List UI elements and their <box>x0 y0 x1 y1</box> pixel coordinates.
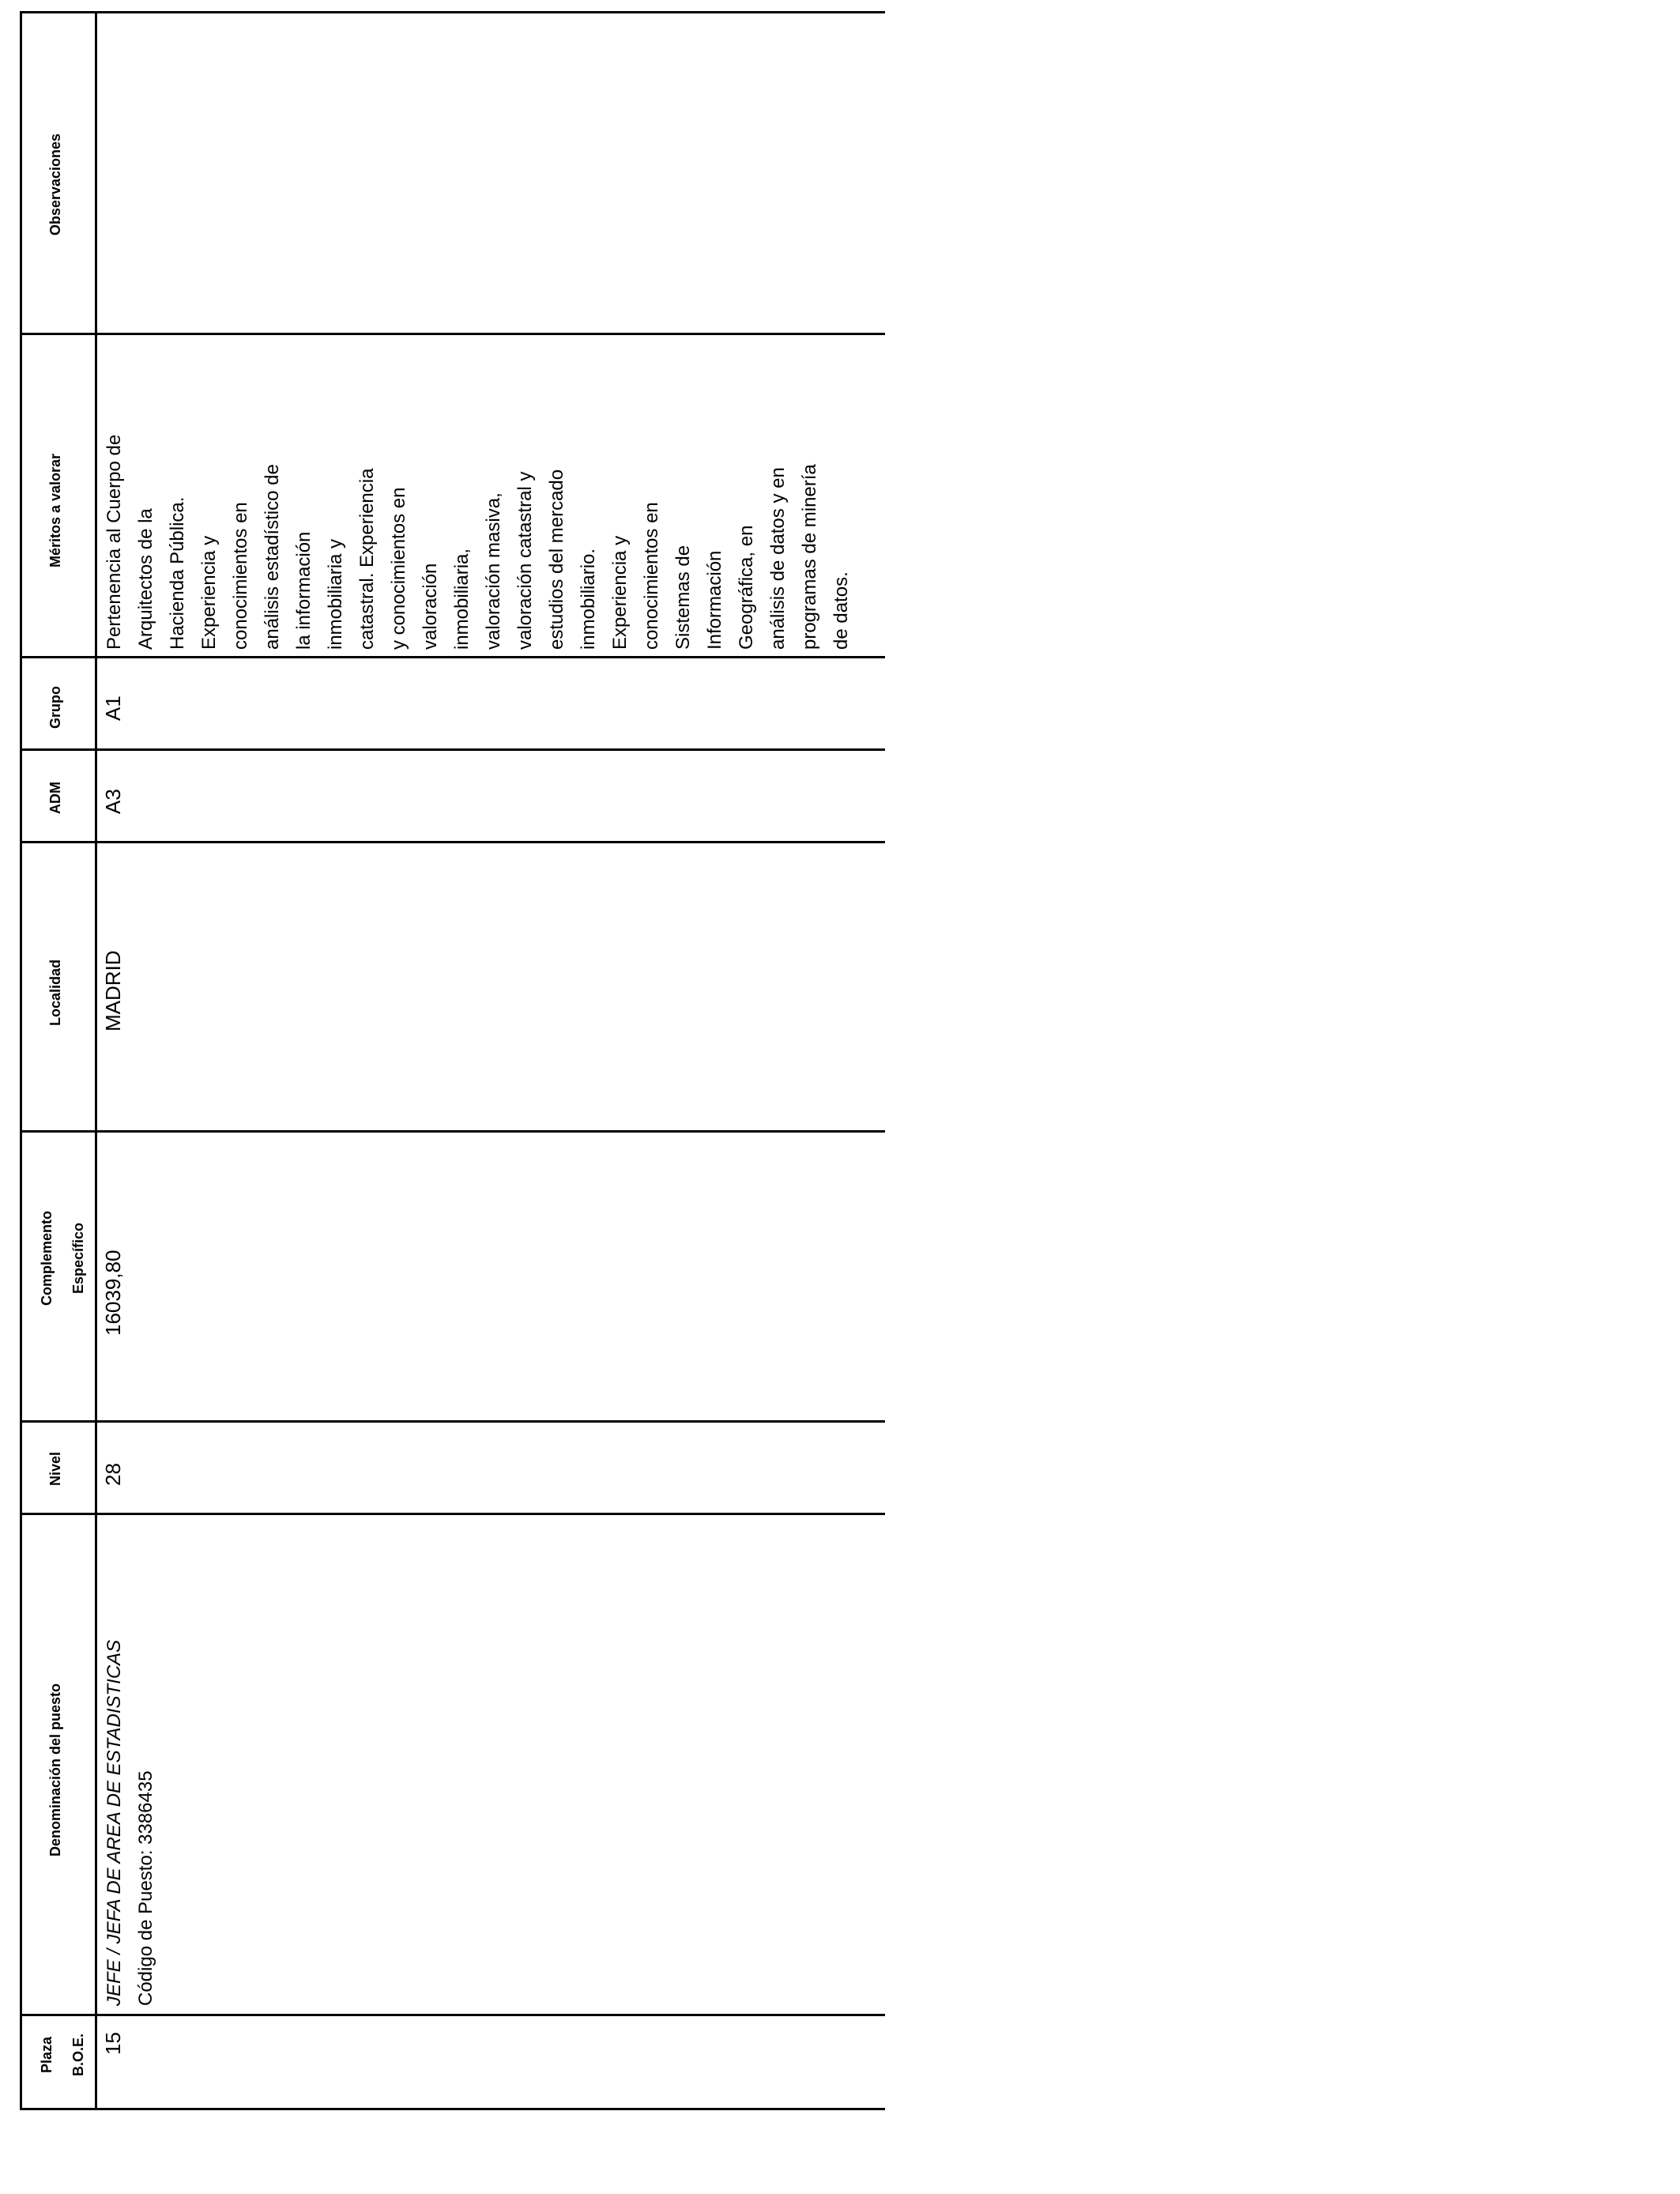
cell-complemento <box>101 1250 126 1336</box>
meritos-line: conocimientos en <box>641 502 662 650</box>
column-divider-complemento-nivel <box>20 1420 885 1423</box>
meritos-line: valoración <box>420 563 441 650</box>
meritos-line: valoración catastral y <box>514 471 536 650</box>
meritos-line: Sistemas de <box>672 545 694 650</box>
column-divider-grupo-adm <box>20 748 885 751</box>
meritos-line: Información <box>704 550 725 650</box>
column-divider-localidad-complemento <box>20 1130 885 1133</box>
table-border-top <box>20 11 885 13</box>
cell-adm <box>101 789 126 814</box>
header-adm-label: ADM <box>47 782 63 814</box>
column-divider-adm-localidad <box>20 841 885 843</box>
grupo-value: A1 <box>101 696 125 721</box>
meritos-line: Experiencia y <box>609 535 631 650</box>
header-localidad-label: Localidad <box>47 959 63 1026</box>
cell-plaza <box>101 2032 126 2055</box>
header-complemento-line1: Complemento <box>39 1211 55 1306</box>
meritos-line: inmobiliaria y <box>325 538 346 650</box>
puesto-title: JEFE / JEFA DE AREA DE ESTADISTICAS <box>104 1639 125 2006</box>
header-localidad <box>47 959 64 1026</box>
meritos-line: de datos. <box>831 571 852 650</box>
column-divider-denominacion-plaza <box>20 2014 885 2016</box>
header-grupo-label: Grupo <box>47 686 63 729</box>
meritos-line: la información <box>293 531 315 650</box>
meritos-line: conocimientos en <box>230 502 251 650</box>
meritos-line: análisis de datos y en <box>767 467 789 650</box>
header-plaza-line1: Plaza <box>39 2036 55 2074</box>
meritos-line: valoración masiva, <box>483 492 504 650</box>
table-border-left <box>20 11 22 2110</box>
meritos-line: Pertenencia al Cuerpo de <box>104 434 125 650</box>
header-adm <box>47 782 64 814</box>
cell-localidad <box>101 950 126 1031</box>
adm-value: A3 <box>101 789 125 814</box>
header-meritos <box>47 454 64 567</box>
puesto-codigo: Código de Puesto: 3386435 <box>135 1770 156 2006</box>
meritos-line: programas de minería <box>799 464 820 650</box>
meritos-line: catastral. Experiencia <box>356 468 378 650</box>
header-separator <box>95 11 97 2110</box>
meritos-line: Arquitectos de la <box>135 508 156 650</box>
meritos-line: Geográfica, en <box>736 525 757 650</box>
plaza-value: 15 <box>101 2032 125 2055</box>
header-plaza <box>31 2023 94 2087</box>
meritos-line: estudios del mercado <box>546 469 567 650</box>
meritos-line: Experiencia y <box>198 535 220 650</box>
header-denominacion-label: Denominación del puesto <box>47 1683 63 1857</box>
header-complemento <box>31 1195 94 1321</box>
meritos-line: y conocimientos en <box>388 487 409 650</box>
localidad-value: MADRID <box>101 950 125 1031</box>
header-complemento-line2: Específico <box>70 1222 86 1295</box>
cell-denominacion <box>99 1640 162 2006</box>
column-divider-nivel-denominacion <box>20 1513 885 1515</box>
table-border-bottom <box>20 2108 885 2110</box>
header-denominacion <box>47 1683 64 1857</box>
header-meritos-label: Méritos a valorar <box>47 453 63 567</box>
meritos-line: análisis estadístico de <box>262 464 283 650</box>
header-grupo <box>47 686 64 729</box>
cell-nivel <box>101 1463 126 1486</box>
header-observaciones-label: Observaciones <box>47 133 63 236</box>
meritos-line: inmobiliaria, <box>451 548 473 650</box>
nivel-value: 28 <box>101 1463 125 1486</box>
header-plaza-line2: B.O.E. <box>70 2034 86 2077</box>
meritos-line: Hacienda Pública. <box>167 496 188 650</box>
cell-meritos <box>99 435 857 650</box>
meritos-line: inmobiliario. <box>578 548 599 650</box>
header-nivel-label: Nivel <box>47 1451 63 1486</box>
complemento-value: 16039,80 <box>101 1250 125 1336</box>
column-divider-observaciones-meritos <box>20 333 885 335</box>
header-nivel <box>47 1452 64 1486</box>
cell-grupo <box>101 696 126 721</box>
column-divider-meritos-grupo <box>20 656 885 658</box>
